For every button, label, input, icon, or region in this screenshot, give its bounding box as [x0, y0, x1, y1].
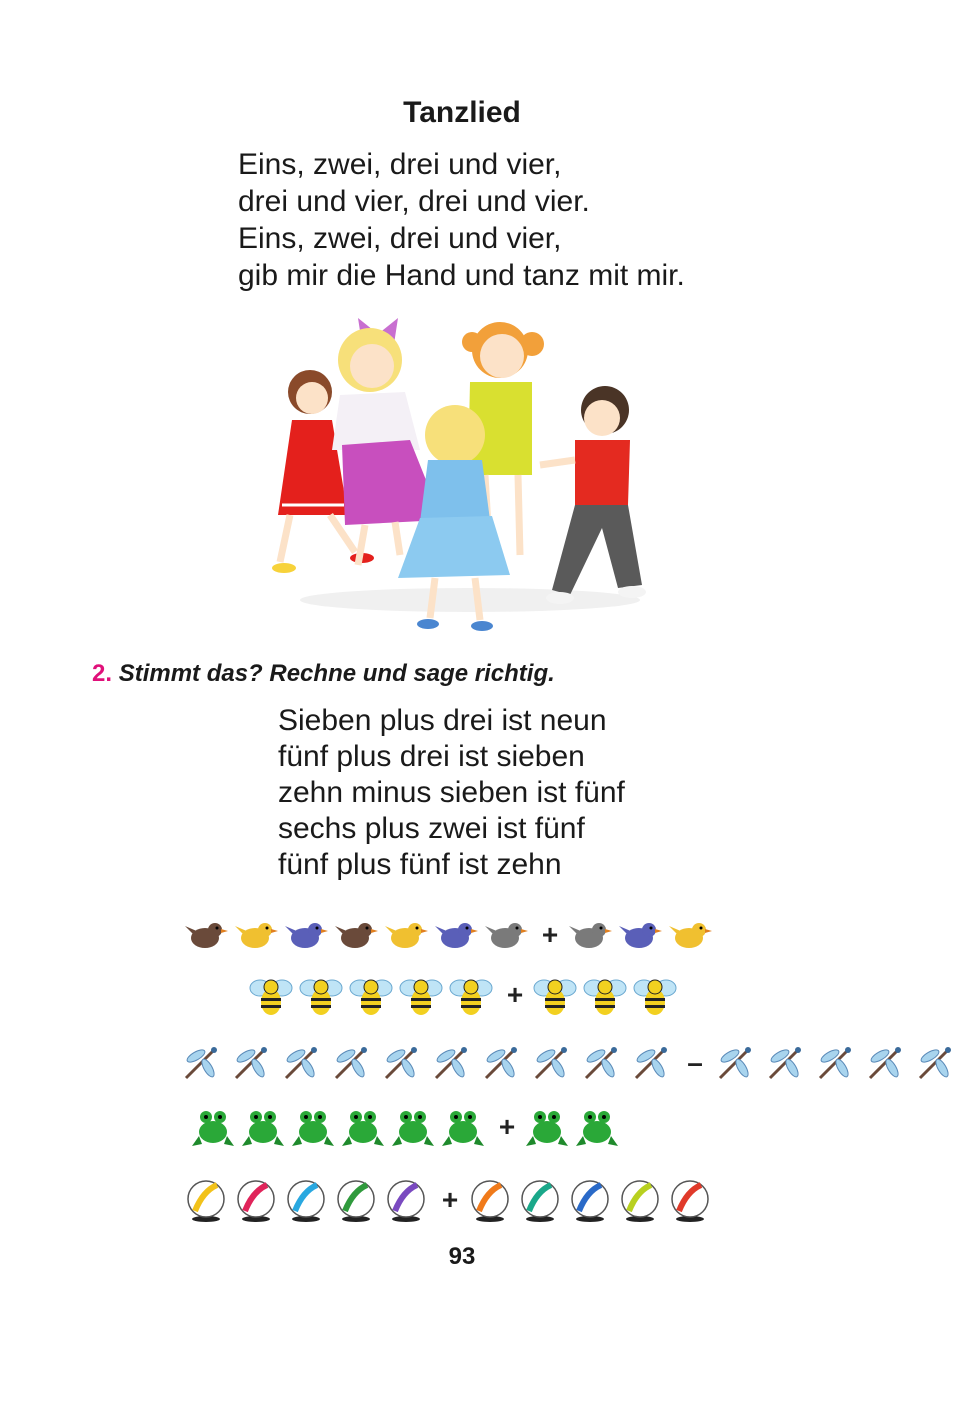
bird-icon [333, 912, 379, 958]
dragonfly-icon [862, 1040, 908, 1086]
dragonfly-icon [962, 1040, 969, 1086]
dragonfly-icon [712, 1040, 758, 1086]
bird-icon [567, 912, 613, 958]
operator-sign: + [498, 1111, 516, 1142]
sum-line: zehn minus sieben ist fünf [278, 776, 625, 809]
frog-icon [340, 1104, 386, 1150]
bee-icon [582, 972, 628, 1018]
operator-sign: – [687, 1047, 703, 1078]
counting-row-frogs [190, 1097, 624, 1157]
page-title: Tanzlied [403, 96, 521, 129]
dragonfly-icon [178, 1040, 224, 1086]
dragonfly-icon [578, 1040, 624, 1086]
sum-line: Sieben plus drei ist neun [278, 704, 607, 737]
frog-icon [290, 1104, 336, 1150]
sum-line: sechs plus zwei ist fünf [278, 812, 585, 845]
frog-icon [440, 1104, 486, 1150]
ball-icon [183, 1177, 229, 1223]
bird-icon [667, 912, 713, 958]
dragonfly-icon [428, 1040, 474, 1086]
bird-icon [433, 912, 479, 958]
frog-icon [190, 1104, 236, 1150]
dragonfly-icon [378, 1040, 424, 1086]
ball-icon [467, 1177, 513, 1223]
poem-line: drei und vier, drei und vier. [238, 185, 590, 218]
frog-icon [390, 1104, 436, 1150]
sum-statements [278, 703, 625, 883]
bird-icon [617, 912, 663, 958]
bee-icon [348, 972, 394, 1018]
task-number: 2. [92, 660, 113, 687]
frog-icon [574, 1104, 620, 1150]
dragonfly-icon [278, 1040, 324, 1086]
ball-icon [333, 1177, 379, 1223]
dragonfly-icon [812, 1040, 858, 1086]
dragonfly-icon [528, 1040, 574, 1086]
ball-icon [517, 1177, 563, 1223]
bee-icon [448, 972, 494, 1018]
dragonfly-icon [478, 1040, 524, 1086]
poem [238, 146, 685, 294]
page-number: 93 [448, 1243, 476, 1270]
dragonfly-icon [228, 1040, 274, 1086]
ball-icon [233, 1177, 279, 1223]
bird-icon [283, 912, 329, 958]
task-text: Stimmt das? Rechne und sage richtig. [118, 660, 555, 687]
ball-icon [383, 1177, 429, 1223]
poem-line: gib mir die Hand und tanz mit mir. [238, 259, 685, 292]
poem-line: Eins, zwei, drei und vier, [238, 222, 562, 255]
bird-icon [183, 912, 229, 958]
ball-icon [667, 1177, 713, 1223]
operator-sign: + [541, 919, 559, 950]
ball-icon [617, 1177, 663, 1223]
sum-line: fünf plus fünf ist zehn [278, 848, 562, 881]
bee-icon [248, 972, 294, 1018]
sum-line: fünf plus drei ist sieben [278, 740, 585, 773]
bee-icon [632, 972, 678, 1018]
bird-icon [233, 912, 279, 958]
counting-row-dragonflies [178, 1033, 969, 1093]
dragonfly-icon [328, 1040, 374, 1086]
dragonfly-icon [628, 1040, 674, 1086]
frog-icon [240, 1104, 286, 1150]
poem-line: Eins, zwei, drei und vier, [238, 148, 562, 181]
dancing-children-illustration [270, 300, 660, 645]
bird-icon [483, 912, 529, 958]
frog-icon [524, 1104, 570, 1150]
task-instruction [92, 660, 555, 688]
ball-icon [567, 1177, 613, 1223]
ball-icon [283, 1177, 329, 1223]
bee-icon [532, 972, 578, 1018]
bee-icon [398, 972, 444, 1018]
counting-row-balls [183, 1170, 717, 1230]
dragonfly-icon [762, 1040, 808, 1086]
bee-icon [298, 972, 344, 1018]
counting-row-birds [183, 905, 717, 965]
bird-icon [383, 912, 429, 958]
operator-sign: + [506, 979, 524, 1010]
boy-red-shirt [540, 386, 646, 604]
dragonfly-icon [912, 1040, 958, 1086]
counting-row-bees [248, 965, 682, 1025]
operator-sign: + [441, 1184, 459, 1215]
